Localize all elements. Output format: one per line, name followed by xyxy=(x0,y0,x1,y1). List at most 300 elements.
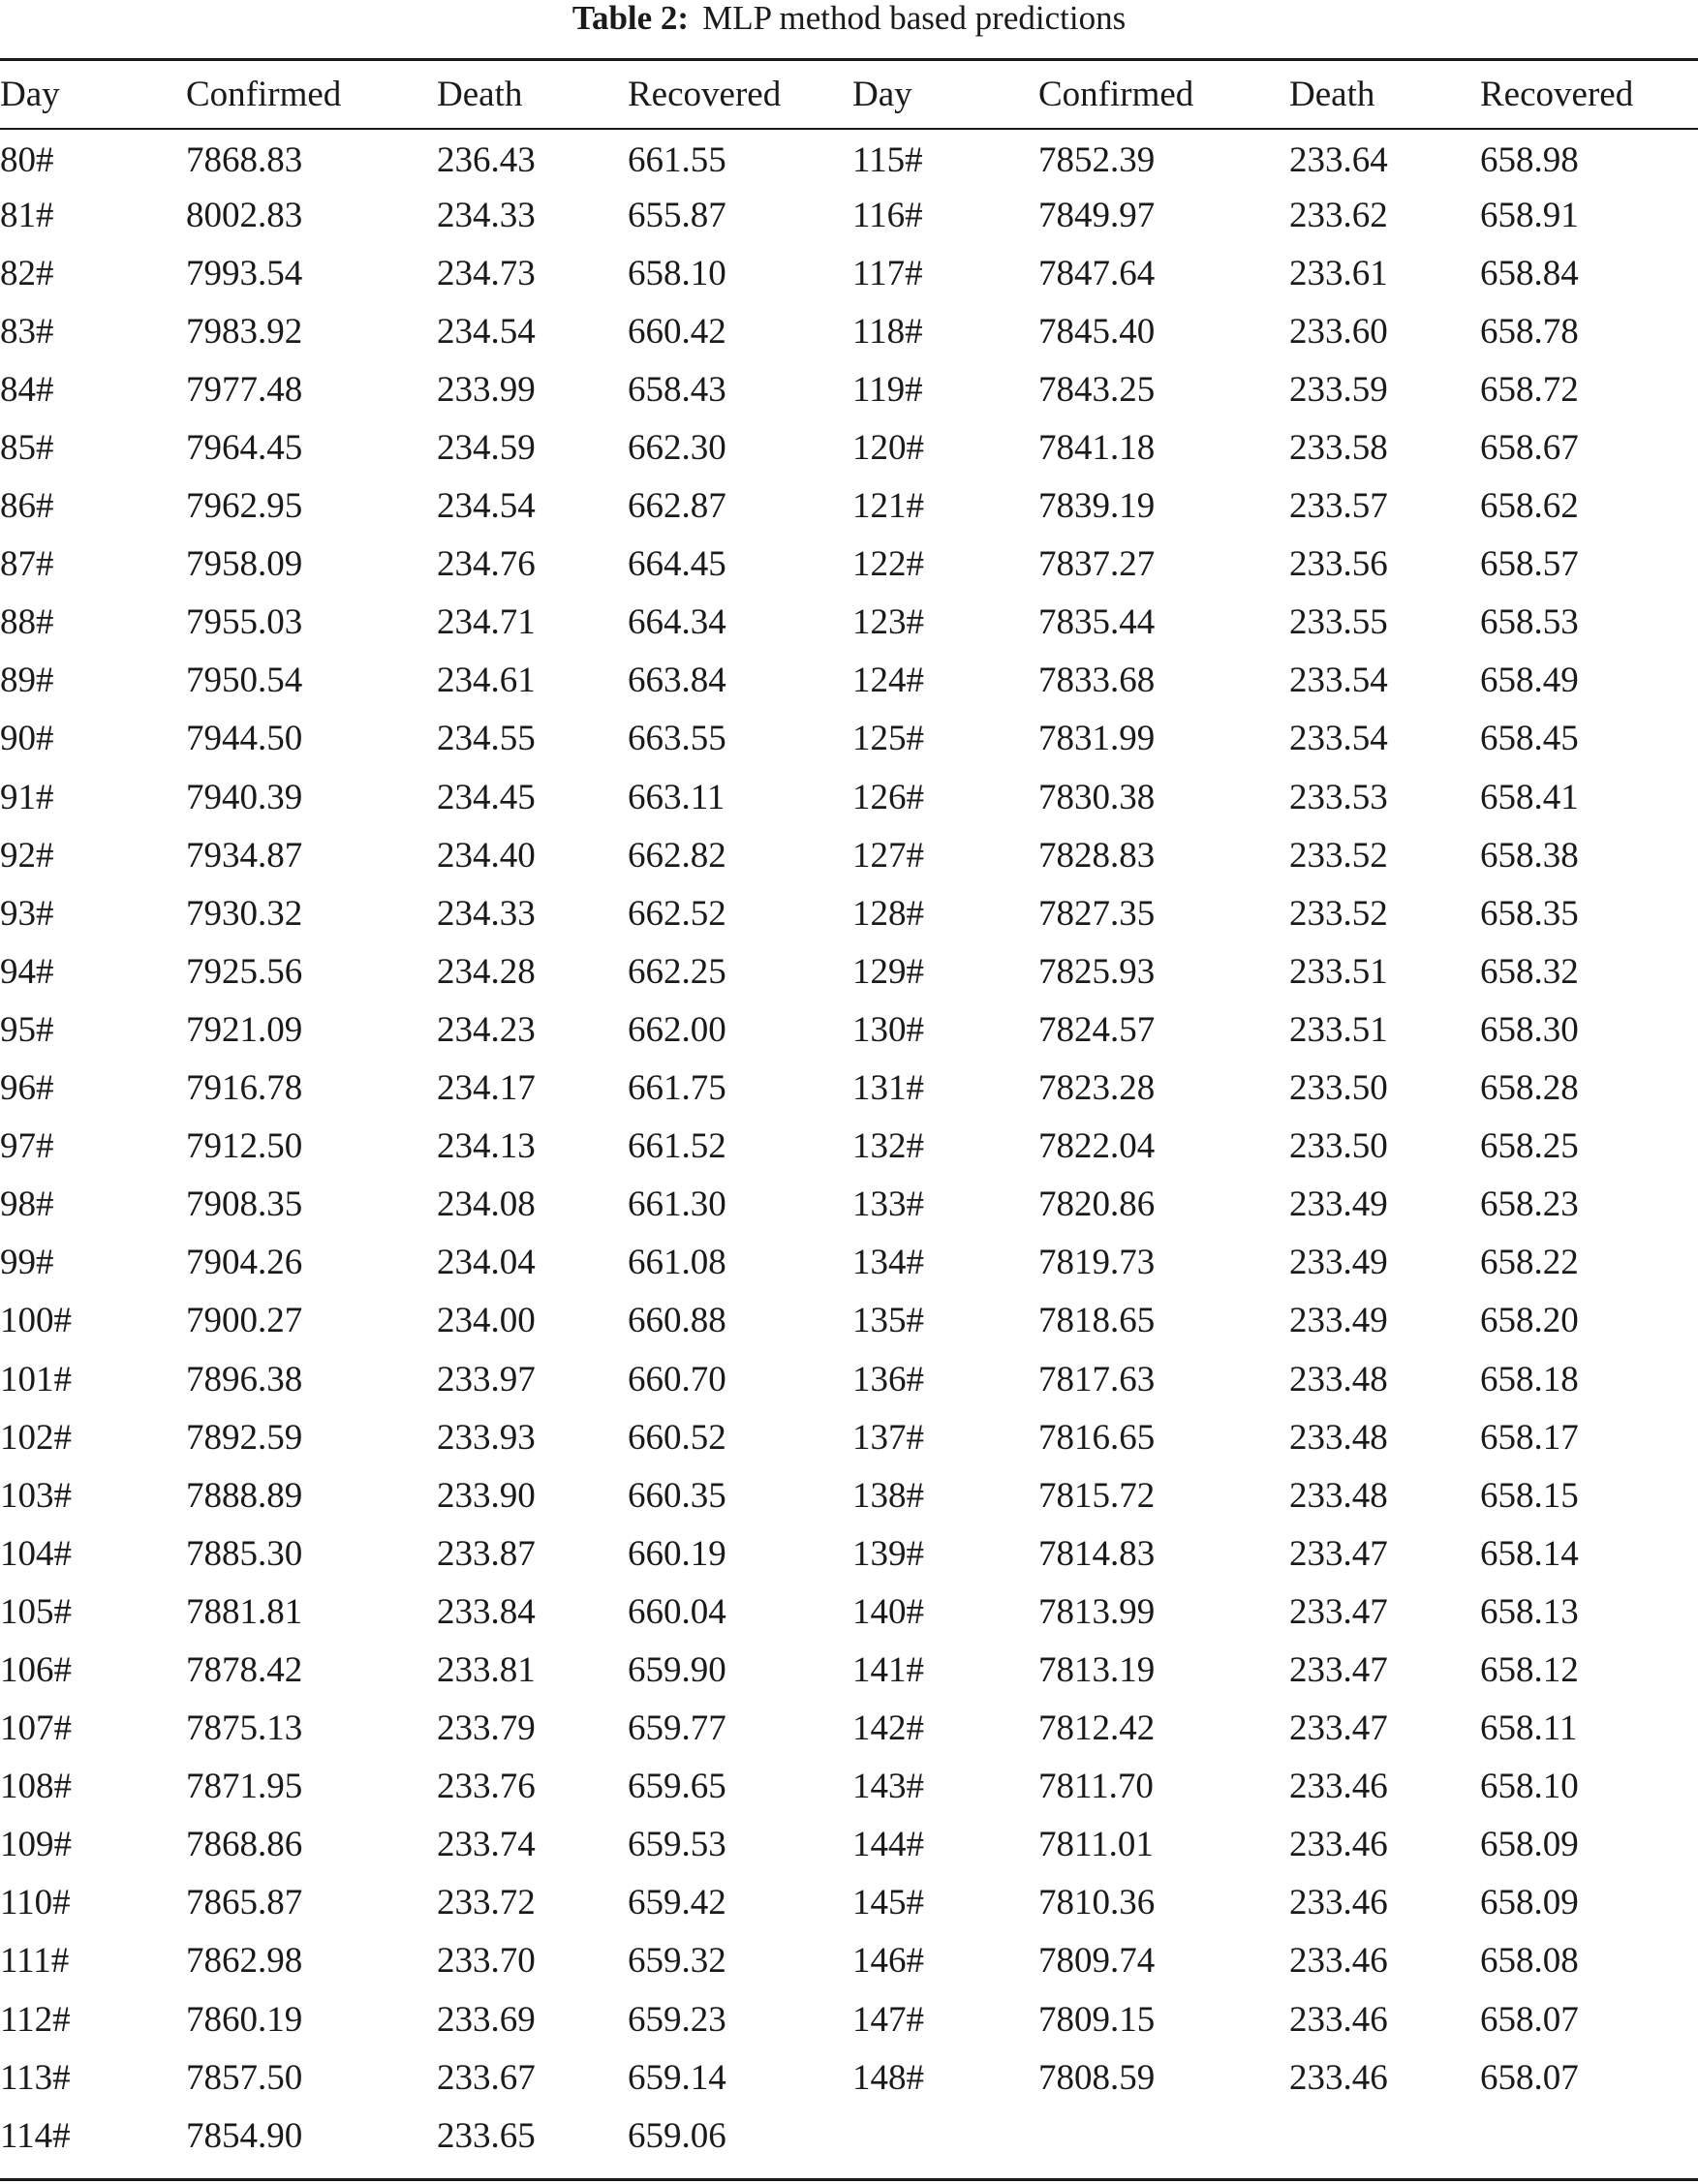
table-cell: 98# xyxy=(0,1184,54,1225)
table-cell: 233.54 xyxy=(1289,661,1388,701)
table-cell: 85# xyxy=(0,428,54,469)
table-row xyxy=(0,1874,1698,1932)
table-cell: 233.47 xyxy=(1289,1708,1388,1749)
table-cell xyxy=(1289,2107,1480,2165)
table-cell: 94# xyxy=(0,951,54,992)
table-cell: 132# xyxy=(852,1126,924,1167)
table-cell: 7811.01 xyxy=(1038,1825,1154,1865)
table-cell: 105# xyxy=(0,1591,72,1632)
table-cell: 234.76 xyxy=(437,544,536,585)
table-cell: 233.48 xyxy=(1289,1417,1388,1458)
table-cell: 658.12 xyxy=(1480,1649,1579,1690)
table-cell: 121# xyxy=(852,486,924,527)
table-cell: 658.22 xyxy=(1480,1243,1579,1283)
table-cell: 658.57 xyxy=(1480,544,1579,585)
table-cell: 233.46 xyxy=(1289,1941,1388,1982)
table-cell: 233.54 xyxy=(1289,719,1388,759)
table-cell: 101# xyxy=(0,1359,72,1400)
table-row xyxy=(0,536,1698,594)
table-cell: 233.47 xyxy=(1289,1591,1388,1632)
table-row xyxy=(0,710,1698,768)
table-cell: 663.11 xyxy=(628,777,726,817)
table-cell: 233.76 xyxy=(437,1767,536,1807)
table-cell: 120# xyxy=(852,428,924,469)
table-body xyxy=(0,128,1698,2165)
table-row xyxy=(0,1118,1698,1176)
table-cell: 658.11 xyxy=(1480,1708,1578,1749)
table-cell: 233.53 xyxy=(1289,777,1388,817)
table-cell: 233.99 xyxy=(437,369,536,410)
table-cell: 233.50 xyxy=(1289,1126,1388,1167)
table-cell: 7837.27 xyxy=(1038,544,1156,585)
table-cell: 8002.83 xyxy=(186,195,303,235)
table-cell: 7865.87 xyxy=(186,1883,303,1923)
table-cell: 82# xyxy=(0,253,54,293)
table-cell: 234.59 xyxy=(437,428,536,469)
table-cell: 7934.87 xyxy=(186,835,303,876)
table-cell: 7950.54 xyxy=(186,661,303,701)
predictions-table xyxy=(0,61,1698,2165)
table-cell: 233.50 xyxy=(1289,1068,1388,1109)
table-cell: 658.20 xyxy=(1480,1301,1579,1341)
table-cell: 233.46 xyxy=(1289,1883,1388,1923)
table-cell: 663.84 xyxy=(628,661,726,701)
table-cell: 86# xyxy=(0,486,54,527)
table-cell: 7833.68 xyxy=(1038,661,1156,701)
table-cell: 107# xyxy=(0,1708,72,1749)
table-cell: 233.72 xyxy=(437,1883,536,1923)
table-cell: 659.14 xyxy=(628,2057,726,2098)
table-cell: 130# xyxy=(852,1009,924,1050)
table-cell: 658.09 xyxy=(1480,1883,1579,1923)
table-cell: 7875.13 xyxy=(186,1708,303,1749)
table-cell: 233.64 xyxy=(1289,139,1388,180)
table-cell: 233.87 xyxy=(437,1533,536,1574)
table-cell: 137# xyxy=(852,1417,924,1458)
table-row xyxy=(0,186,1698,244)
table-cell: 658.45 xyxy=(1480,719,1579,759)
table-cell: 133# xyxy=(852,1184,924,1225)
table-cell: 659.65 xyxy=(628,1767,726,1807)
table-header xyxy=(0,61,1698,128)
table-cell: 659.53 xyxy=(628,1825,726,1865)
table-cell: 234.17 xyxy=(437,1068,536,1109)
table-cell: 233.62 xyxy=(1289,195,1388,235)
table-cell: 7849.97 xyxy=(1038,195,1156,235)
table-cell: 233.79 xyxy=(437,1708,536,1749)
table-row xyxy=(0,418,1698,477)
table-row xyxy=(0,1524,1698,1583)
table-cell: 234.40 xyxy=(437,835,536,876)
table-cell: 7827.35 xyxy=(1038,893,1156,934)
column-header: Day xyxy=(0,75,60,114)
table-cell: 7808.59 xyxy=(1038,2057,1156,2098)
table-cell: 114# xyxy=(0,2115,71,2156)
table-row xyxy=(0,2048,1698,2107)
table-cell: 661.55 xyxy=(628,139,726,180)
table-cell: 659.06 xyxy=(628,2115,726,2156)
table-cell: 7818.65 xyxy=(1038,1301,1156,1341)
table-cell: 89# xyxy=(0,661,54,701)
table-cell: 233.61 xyxy=(1289,253,1388,293)
table-cell: 115# xyxy=(852,139,923,180)
table-cell: 658.15 xyxy=(1480,1475,1579,1516)
table-cell: 126# xyxy=(852,777,924,817)
table-cell: 233.49 xyxy=(1289,1184,1388,1225)
table-cell: 7964.45 xyxy=(186,428,303,469)
table-cell: 658.78 xyxy=(1480,311,1579,352)
table-cell: 236.43 xyxy=(437,139,536,180)
table-cell: 108# xyxy=(0,1767,72,1807)
table-row xyxy=(0,1292,1698,1350)
table-cell: 122# xyxy=(852,544,924,585)
table-cell: 661.52 xyxy=(628,1126,726,1167)
table-cell: 233.49 xyxy=(1289,1243,1388,1283)
table-cell: 7847.64 xyxy=(1038,253,1156,293)
table-cell: 233.93 xyxy=(437,1417,536,1458)
table-cell: 7912.50 xyxy=(186,1126,303,1167)
table-cell: 7835.44 xyxy=(1038,602,1156,643)
table-cell: 660.35 xyxy=(628,1475,726,1516)
table-cell: 658.35 xyxy=(1480,893,1579,934)
table-cell: 233.97 xyxy=(437,1359,536,1400)
table-cell: 233.74 xyxy=(437,1825,536,1865)
table-cell: 658.07 xyxy=(1480,1999,1579,2040)
table-cell: 234.73 xyxy=(437,253,536,293)
table-cell: 87# xyxy=(0,544,54,585)
table-cell: 7809.74 xyxy=(1038,1941,1156,1982)
table-cell: 658.49 xyxy=(1480,661,1579,701)
column-header: Recovered xyxy=(628,75,782,114)
table-cell: 658.07 xyxy=(1480,2057,1579,2098)
table-row xyxy=(0,1234,1698,1292)
bottom-rule xyxy=(0,2178,1698,2181)
table-cell: 659.77 xyxy=(628,1708,726,1749)
table-cell: 233.56 xyxy=(1289,544,1388,585)
table-cell: 143# xyxy=(852,1767,924,1807)
table-row xyxy=(0,1932,1698,1990)
table-cell: 233.59 xyxy=(1289,369,1388,410)
table-cell: 658.84 xyxy=(1480,253,1579,293)
table-cell: 664.34 xyxy=(628,602,726,643)
table-cell: 118# xyxy=(852,311,923,352)
table-cell: 7878.42 xyxy=(186,1649,303,1690)
table-cell: 7888.89 xyxy=(186,1475,303,1516)
table-cell: 234.28 xyxy=(437,951,536,992)
table-cell: 7820.86 xyxy=(1038,1184,1156,1225)
table-cell: 233.90 xyxy=(437,1475,536,1516)
table-cell: 7930.32 xyxy=(186,893,303,934)
table-cell: 88# xyxy=(0,602,54,643)
table-row xyxy=(0,1816,1698,1874)
table-cell: 658.98 xyxy=(1480,139,1579,180)
column-header: Day xyxy=(852,75,912,114)
table-cell: 233.47 xyxy=(1289,1533,1388,1574)
table-row xyxy=(0,1466,1698,1524)
table-cell: 109# xyxy=(0,1825,72,1865)
table-cell: 662.25 xyxy=(628,951,726,992)
table-cell: 119# xyxy=(852,369,923,410)
table-cell: 660.88 xyxy=(628,1301,726,1341)
table-cell: 658.62 xyxy=(1480,486,1579,527)
table-cell: 104# xyxy=(0,1533,72,1574)
table-cell: 7811.70 xyxy=(1038,1767,1154,1807)
table-row xyxy=(0,1408,1698,1466)
table-cell: 662.30 xyxy=(628,428,726,469)
table-cell: 658.72 xyxy=(1480,369,1579,410)
table-cell: 7916.78 xyxy=(186,1068,303,1109)
table-cell: 234.08 xyxy=(437,1184,536,1225)
table-cell: 7845.40 xyxy=(1038,311,1156,352)
table-cell: 660.04 xyxy=(628,1591,726,1632)
table-cell: 7824.57 xyxy=(1038,1009,1156,1050)
table-cell: 233.47 xyxy=(1289,1649,1388,1690)
table-cell: 7852.39 xyxy=(1038,139,1156,180)
table-cell: 117# xyxy=(852,253,923,293)
table-row xyxy=(0,1060,1698,1118)
table-cell: 658.10 xyxy=(1480,1767,1579,1807)
table-cell: 97# xyxy=(0,1126,54,1167)
table-cell: 138# xyxy=(852,1475,924,1516)
table-cell: 659.32 xyxy=(628,1941,726,1982)
table-cell: 7841.18 xyxy=(1038,428,1156,469)
table-cell: 7900.27 xyxy=(186,1301,303,1341)
table-row xyxy=(0,2107,1698,2165)
table-cell: 128# xyxy=(852,893,924,934)
table-cell: 7958.09 xyxy=(186,544,303,585)
table-cell: 658.67 xyxy=(1480,428,1579,469)
table-row xyxy=(0,1000,1698,1059)
table-cell: 142# xyxy=(852,1708,924,1749)
table-row xyxy=(0,942,1698,1000)
table-cell: 658.30 xyxy=(1480,1009,1579,1050)
table-cell: 658.53 xyxy=(1480,602,1579,643)
table-cell: 80# xyxy=(0,139,54,180)
table-cell: 658.91 xyxy=(1480,195,1579,235)
table-row xyxy=(0,302,1698,360)
table-cell: 658.43 xyxy=(628,369,726,410)
table-cell: 233.57 xyxy=(1289,486,1388,527)
table-row xyxy=(0,1176,1698,1234)
table-cell: 233.84 xyxy=(437,1591,536,1632)
table-cell: 129# xyxy=(852,951,924,992)
table-cell: 233.49 xyxy=(1289,1301,1388,1341)
table-cell: 116# xyxy=(852,195,923,235)
table-cell: 663.55 xyxy=(628,719,726,759)
table-row xyxy=(0,652,1698,710)
table-cell: 662.87 xyxy=(628,486,726,527)
table-cell: 658.28 xyxy=(1480,1068,1579,1109)
table-cell: 141# xyxy=(852,1649,924,1690)
table-cell: 140# xyxy=(852,1591,924,1632)
table-cell: 7809.15 xyxy=(1038,1999,1156,2040)
table-cell: 7868.86 xyxy=(186,1825,303,1865)
table-cell: 7843.25 xyxy=(1038,369,1156,410)
table-row xyxy=(0,477,1698,536)
table-cell: 233.60 xyxy=(1289,311,1388,352)
table-cell: 7812.42 xyxy=(1038,1708,1156,1749)
table-cell: 131# xyxy=(852,1068,924,1109)
table-cell: 234.54 xyxy=(437,486,536,527)
table-cell: 659.90 xyxy=(628,1649,726,1690)
table-cell: 233.52 xyxy=(1289,893,1388,934)
table-cell: 124# xyxy=(852,661,924,701)
table-cell: 83# xyxy=(0,311,54,352)
table-cell: 106# xyxy=(0,1649,72,1690)
table-cell: 103# xyxy=(0,1475,72,1516)
table-cell: 661.08 xyxy=(628,1243,726,1283)
table-cell: 233.48 xyxy=(1289,1475,1388,1516)
table-cell: 662.82 xyxy=(628,835,726,876)
column-header: Death xyxy=(437,75,523,114)
table-cell: 658.38 xyxy=(1480,835,1579,876)
table-cell: 95# xyxy=(0,1009,54,1050)
table-cell: 110# xyxy=(0,1883,71,1923)
table-cell: 234.54 xyxy=(437,311,536,352)
table-cell: 664.45 xyxy=(628,544,726,585)
table-cell: 96# xyxy=(0,1068,54,1109)
table-cell: 7885.30 xyxy=(186,1533,303,1574)
table-cell: 7962.95 xyxy=(186,486,303,527)
table-cell: 233.81 xyxy=(437,1649,536,1690)
table-cell: 233.70 xyxy=(437,1941,536,1982)
table-cell: 135# xyxy=(852,1301,924,1341)
table-cell: 233.48 xyxy=(1289,1359,1388,1400)
table-cell: 233.67 xyxy=(437,2057,536,2098)
table-row xyxy=(0,1990,1698,2048)
table-row xyxy=(0,1700,1698,1758)
table-cell: 658.41 xyxy=(1480,777,1579,817)
table-cell: 7908.35 xyxy=(186,1184,303,1225)
table-cell: 7904.26 xyxy=(186,1243,303,1283)
table-cell: 655.87 xyxy=(628,195,726,235)
table-cell: 233.55 xyxy=(1289,602,1388,643)
table-cell: 111# xyxy=(0,1941,70,1982)
column-header: Death xyxy=(1289,75,1375,114)
table-cell: 234.55 xyxy=(437,719,536,759)
table-cell: 7944.50 xyxy=(186,719,303,759)
table-cell: 658.25 xyxy=(1480,1126,1579,1167)
table-cell: 102# xyxy=(0,1417,72,1458)
table-cell: 127# xyxy=(852,835,924,876)
table-cell: 90# xyxy=(0,719,54,759)
table-cell: 7813.99 xyxy=(1038,1591,1156,1632)
table-cell: 7983.92 xyxy=(186,311,303,352)
table-cell: 7868.83 xyxy=(186,139,303,180)
table-cell: 658.14 xyxy=(1480,1533,1579,1574)
table-cell: 7993.54 xyxy=(186,253,303,293)
table-cell xyxy=(1480,2107,1698,2165)
table-cell: 136# xyxy=(852,1359,924,1400)
table-cell: 113# xyxy=(0,2057,71,2098)
table-cell: 660.70 xyxy=(628,1359,726,1400)
table-cell: 7896.38 xyxy=(186,1359,303,1400)
table-cell: 7825.93 xyxy=(1038,951,1156,992)
table-cell: 7862.98 xyxy=(186,1941,303,1982)
table-cell: 658.08 xyxy=(1480,1941,1579,1982)
table-cell: 7925.56 xyxy=(186,951,303,992)
table-cell: 658.17 xyxy=(1480,1417,1579,1458)
table-cell: 7819.73 xyxy=(1038,1243,1156,1283)
table-cell: 7822.04 xyxy=(1038,1126,1156,1167)
table-cell: 234.33 xyxy=(437,195,536,235)
column-header: Confirmed xyxy=(186,75,342,114)
table-cell: 658.18 xyxy=(1480,1359,1579,1400)
table-cell: 7831.99 xyxy=(1038,719,1156,759)
table-cell: 658.13 xyxy=(1480,1591,1579,1632)
table-cell: 660.19 xyxy=(628,1533,726,1574)
table-cell: 7955.03 xyxy=(186,602,303,643)
table-cell: 660.42 xyxy=(628,311,726,352)
table-cell xyxy=(1038,2107,1289,2165)
column-header: Confirmed xyxy=(1038,75,1194,114)
table-cell: 233.46 xyxy=(1289,1825,1388,1865)
table-cell: 234.04 xyxy=(437,1243,536,1283)
table-row xyxy=(0,768,1698,826)
table-cell: 7817.63 xyxy=(1038,1359,1156,1400)
table-cell xyxy=(852,2107,1038,2165)
table-cell: 123# xyxy=(852,602,924,643)
table-cell: 234.61 xyxy=(437,661,536,701)
table-cell: 139# xyxy=(852,1533,924,1574)
table-row xyxy=(0,1758,1698,1816)
table-cell: 7977.48 xyxy=(186,369,303,410)
table-cell: 7810.36 xyxy=(1038,1883,1156,1923)
table-cell: 7816.65 xyxy=(1038,1417,1156,1458)
table-cell: 92# xyxy=(0,835,54,876)
table-cell: 659.23 xyxy=(628,1999,726,2040)
table-cell: 659.42 xyxy=(628,1883,726,1923)
table-cell: 234.33 xyxy=(437,893,536,934)
table-cell: 7823.28 xyxy=(1038,1068,1156,1109)
table-cell: 7860.19 xyxy=(186,1999,303,2040)
table-cell: 661.30 xyxy=(628,1184,726,1225)
table-cell: 234.00 xyxy=(437,1301,536,1341)
table-cell: 233.52 xyxy=(1289,835,1388,876)
caption-text: MLP method based predictions xyxy=(702,0,1127,37)
table-cell: 660.52 xyxy=(628,1417,726,1458)
table-cell: 7940.39 xyxy=(186,777,303,817)
table-cell: 661.75 xyxy=(628,1068,726,1109)
table-cell: 81# xyxy=(0,195,54,235)
table-row xyxy=(0,360,1698,418)
table-cell: 146# xyxy=(852,1941,924,1982)
table-cell: 7828.83 xyxy=(1038,835,1156,876)
table-cell: 7839.19 xyxy=(1038,486,1156,527)
table-cell: 233.46 xyxy=(1289,1767,1388,1807)
table-cell: 233.51 xyxy=(1289,951,1388,992)
table-cell: 662.52 xyxy=(628,893,726,934)
caption-label: Table 2: xyxy=(571,0,690,37)
table-cell: 7814.83 xyxy=(1038,1533,1156,1574)
table-cell: 234.45 xyxy=(437,777,536,817)
table-cell: 658.09 xyxy=(1480,1825,1579,1865)
table-cell: 234.13 xyxy=(437,1126,536,1167)
table-cell: 7830.38 xyxy=(1038,777,1156,817)
table-cell: 7815.72 xyxy=(1038,1475,1156,1516)
table-cell: 91# xyxy=(0,777,54,817)
table-cell: 7921.09 xyxy=(186,1009,303,1050)
table-cell: 658.10 xyxy=(628,253,726,293)
table-cell: 147# xyxy=(852,1999,924,2040)
table-cell: 233.58 xyxy=(1289,428,1388,469)
header-row xyxy=(0,61,1698,128)
table-row xyxy=(0,128,1698,186)
table-cell: 84# xyxy=(0,369,54,410)
table-row xyxy=(0,884,1698,942)
table-cell: 112# xyxy=(0,1999,71,2040)
table-cell: 134# xyxy=(852,1243,924,1283)
